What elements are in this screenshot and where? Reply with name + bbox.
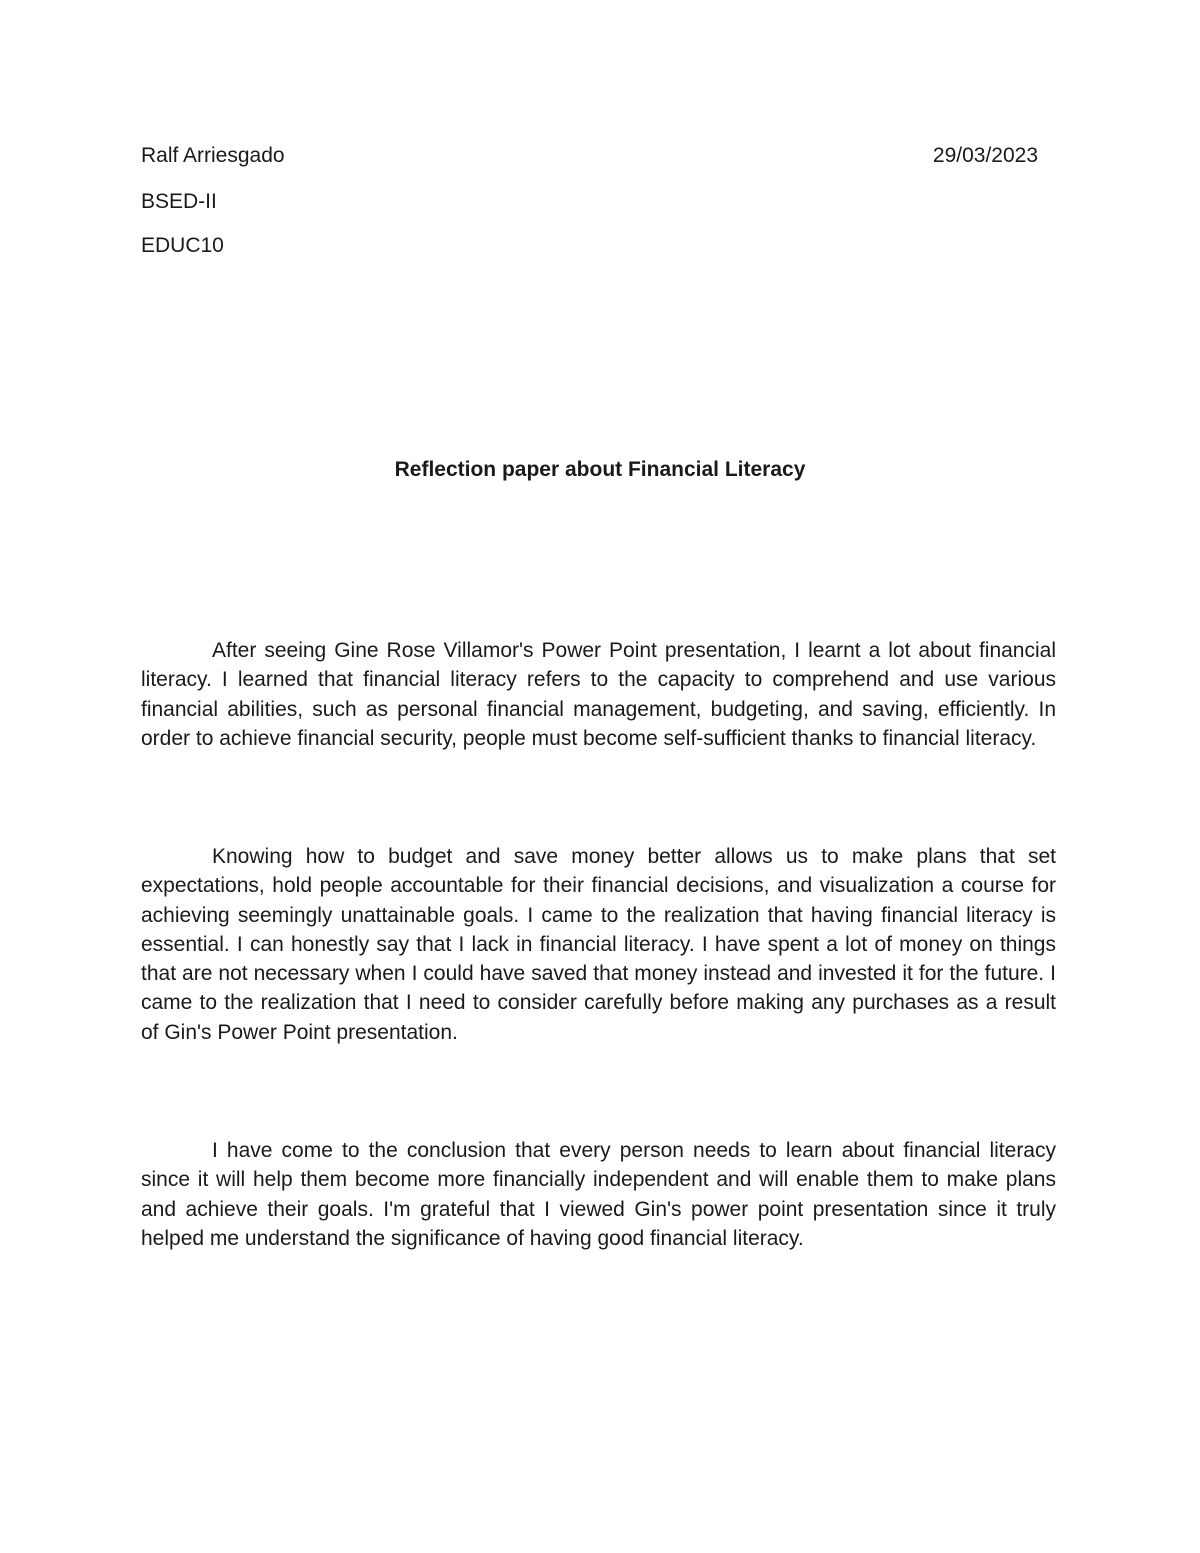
document-date: 29/03/2023	[932, 144, 1038, 167]
paragraph-2: Knowing how to budget and save money better allows us to make plans that set expectations, hold people accountable for their financial decisions, and visualization a course for achieving seemingly unattainable goals. I came to the realization that having financial literacy is essential. I can honestly say that I lack in financial literacy. I have spent a lot of money on things that are not necessary when I could have saved that money instead and invested it for the future. I came to the realization that I need to consider carefully before making any purchases as a result of Gin's Power Point presentation.	[141, 845, 1056, 1044]
author-name: Ralf Arriesgado	[141, 144, 285, 167]
subject-label: EDUC10	[141, 234, 224, 257]
page-title: Reflection paper about Financial Literacy	[394, 458, 806, 481]
paragraph-3: I have come to the conclusion that every person needs to learn about financial literacy since it will help them become more financially independent and will enable them to make plans and achieve their goals. I'm grateful that I viewed Gin's power point presentation since it truly helped me understand the significance of having good financial literacy.	[141, 1139, 1056, 1250]
course-label: BSED-II	[141, 190, 217, 213]
paragraph-1: After seeing Gine Rose Villamor's Power Point presentation, I learnt a lot about financial literacy. I learned that financial literacy refers to the capacity to comprehend and use various financial abilities, such as personal financial management, budgeting, and saving, efficiently. In order to achieve financial security, people must become self-sufficient thanks to financial literacy.	[141, 639, 1056, 750]
